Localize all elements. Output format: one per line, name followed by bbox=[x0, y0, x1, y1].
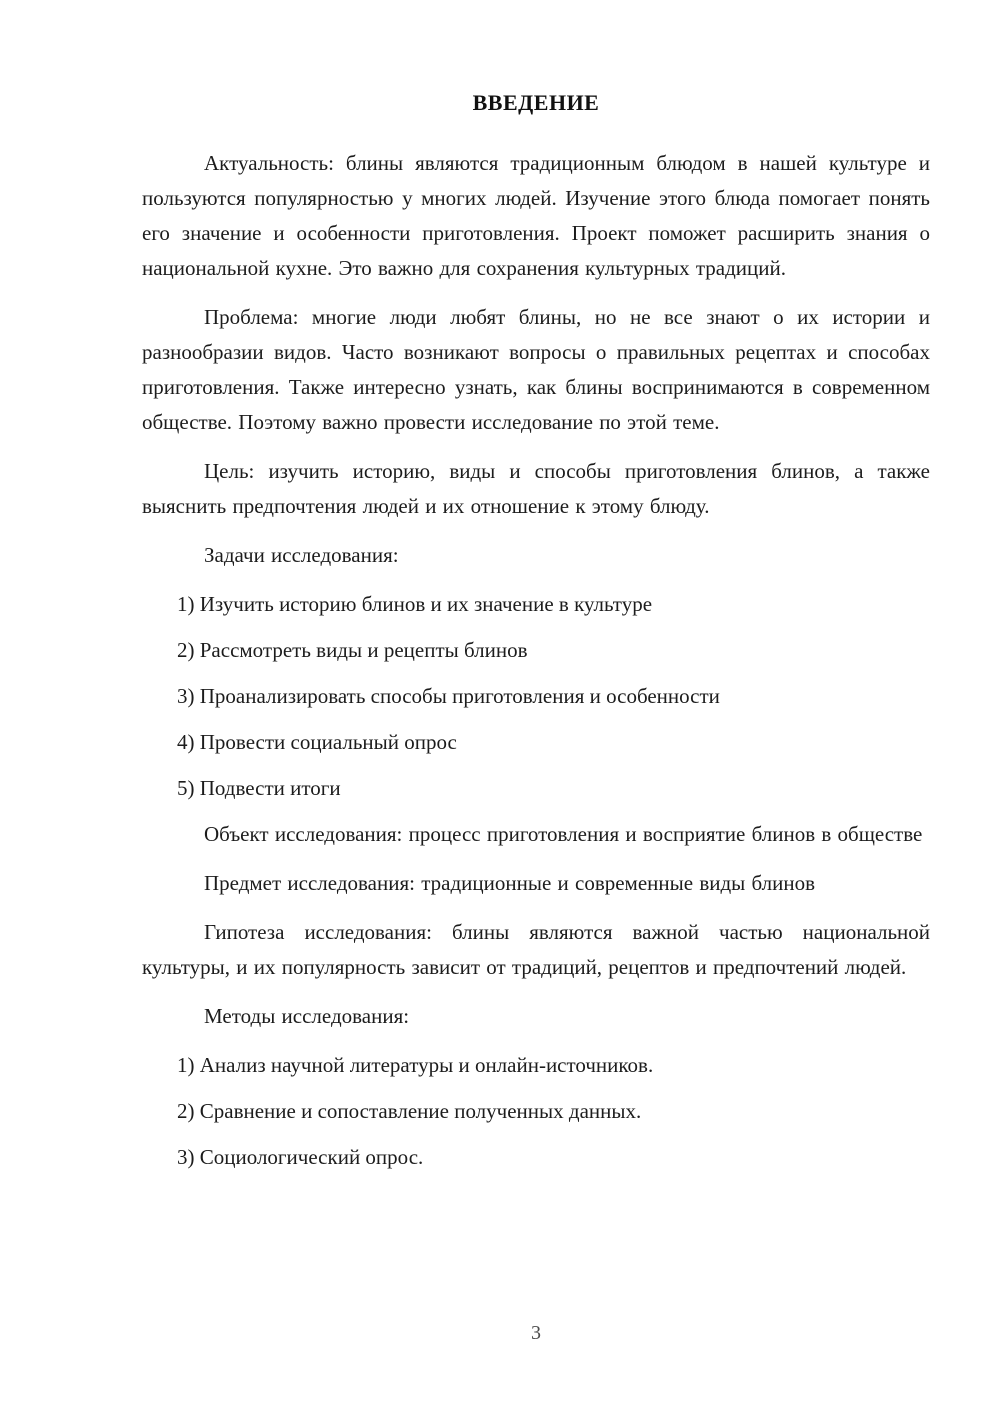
task-item-2: 2) Рассмотреть виды и рецепты блинов bbox=[177, 638, 528, 662]
page-footer bbox=[142, 1322, 930, 1345]
methods-heading: Методы исследования: bbox=[204, 1004, 410, 1028]
paragraph-problema: Проблема: многие люди любят блины, но не все знают о их истории и разнообразии видов. Часто возникают вопросы о правильных рецептах и способах приготовления. Также интересно узнать, как блины воспринимаются в современном обществе. Поэтому важно провести исследование по этой теме. bbox=[142, 305, 930, 434]
paragraph-tsel: Цель: изучить историю, виды и способы приготовления блинов, а также выяснить предпочтения людей и их отношение к этому блюду. bbox=[142, 459, 930, 518]
method-item-1: 1) Анализ научной литературы и онлайн-источников. bbox=[177, 1053, 654, 1077]
paragraph-aktualnost: Актуальность: блины являются традиционным блюдом в нашей культуре и пользуются популярностью у многих людей. Изучение этого блюда помогает понять его значение и особенности приготовления. Проект поможет расширить знания о национальной кухне. Это важно для сохранения культурных традиций. bbox=[142, 151, 930, 280]
tasks-heading: Задачи исследования: bbox=[204, 543, 399, 567]
page-title: ВВЕДЕНИЕ bbox=[472, 90, 600, 115]
paragraph-predmet: Предмет исследования: традиционные и современные виды блинов bbox=[204, 871, 816, 895]
method-item-3: 3) Социологический опрос. bbox=[177, 1145, 424, 1169]
method-item-2: 2) Сравнение и сопоставление полученных данных. bbox=[177, 1099, 642, 1123]
paragraph-obekt: Объект исследования: процесс приготовления и восприятие блинов в обществе bbox=[204, 822, 923, 846]
paragraph-gipoteza: Гипотеза исследования: блины являются важной частью национальной культуры, и их популярность зависит от традиций, рецептов и предпочтений людей. bbox=[142, 920, 930, 979]
tasks-list bbox=[142, 587, 930, 806]
task-item-5: 5) Подвести итоги bbox=[177, 776, 341, 800]
task-item-3: 3) Проанализировать способы приготовления и особенности bbox=[177, 684, 720, 708]
task-item-1: 1) Изучить историю блинов и их значение в культуре bbox=[177, 592, 653, 616]
methods-list bbox=[142, 1048, 930, 1175]
page-number: 3 bbox=[531, 1322, 541, 1344]
task-item-4: 4) Провести социальный опрос bbox=[177, 730, 457, 754]
